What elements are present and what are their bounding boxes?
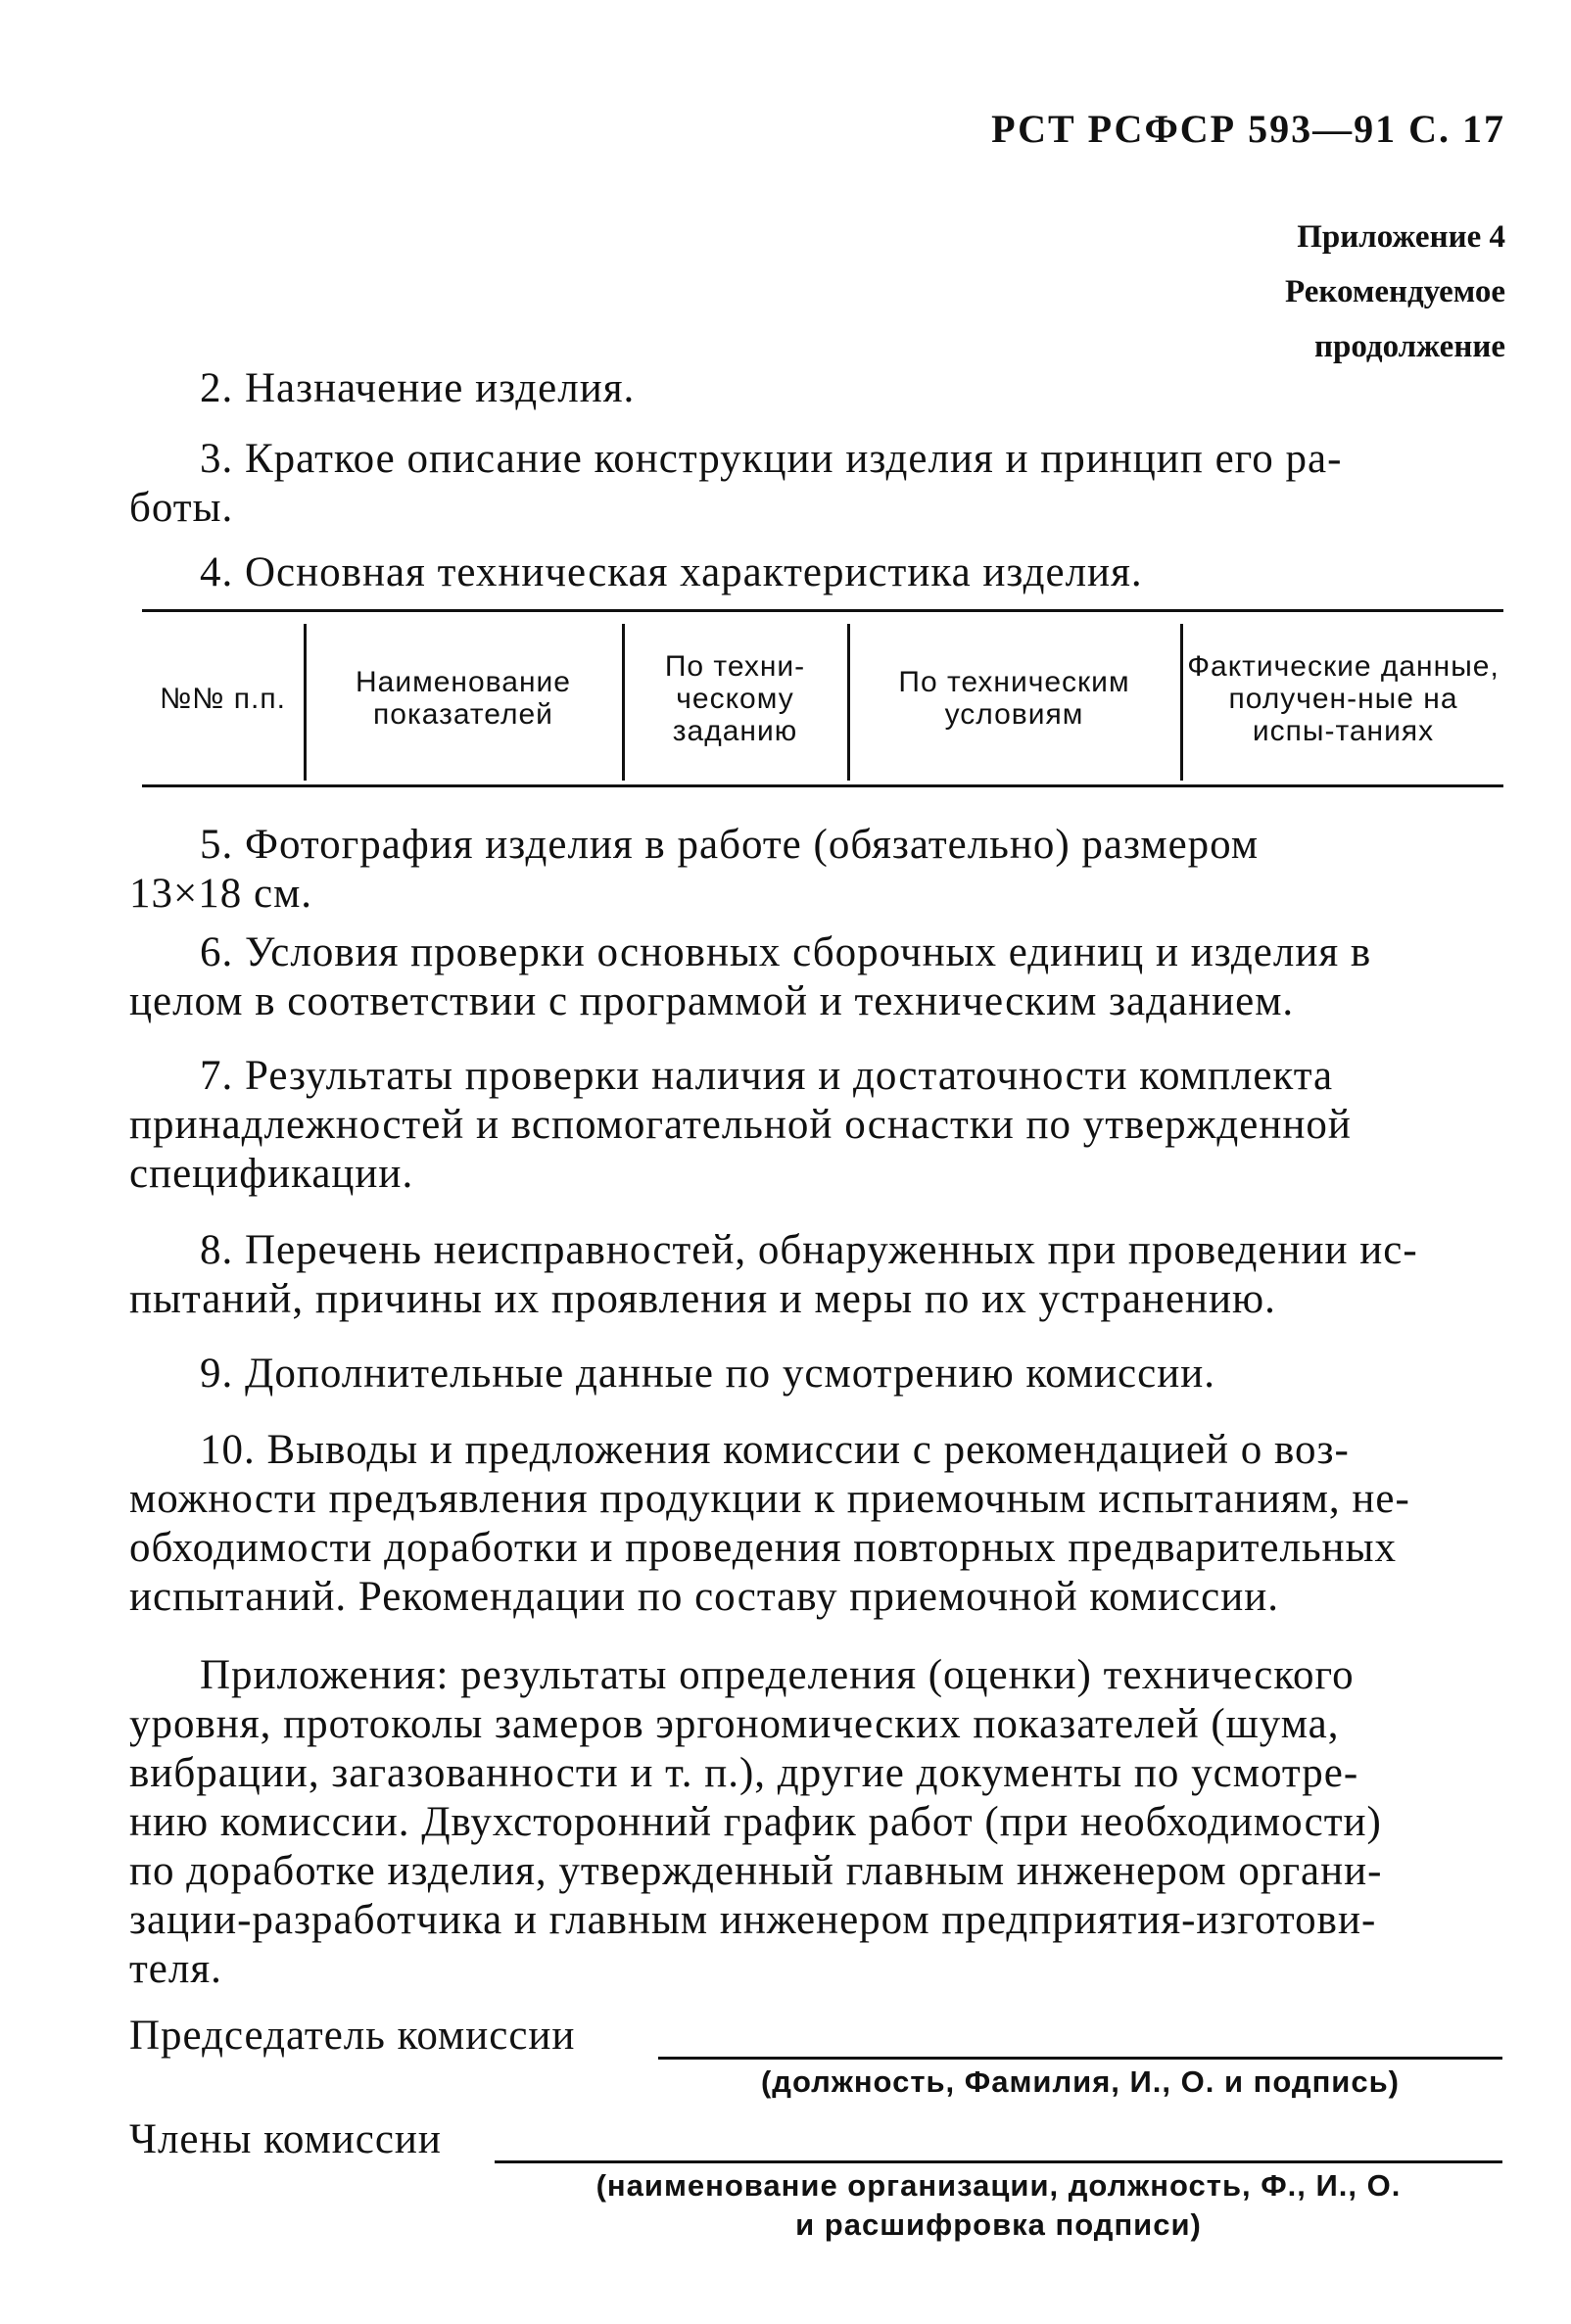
table-header-tech-conditions: По техническим условиям [898,666,1130,731]
table-header-indicator: Наименование показателей [356,666,571,731]
table-header-number: №№ п.п. [160,682,286,715]
chair-label: Председатель комиссии [129,2013,576,2059]
item-8: 8. Перечень неисправностей, обнаруженных при проведении ис- пытаний, причины их проявления и меры по их устранению. [129,1227,1418,1322]
chair-signature-line [658,2057,1502,2060]
members-signature-line [495,2160,1502,2163]
characteristics-table [142,609,1503,787]
appendix-block [1285,210,1505,374]
table-header-tech-task: По техни-ческому заданию [664,649,806,747]
appendix-continuation: продолжение [1313,329,1505,364]
item-4: 4. Основная техническая характеристика изделия. [200,549,1143,595]
page-header-doc-ref: РСТ РСФСР 593—91 С. 17 [991,107,1505,151]
attachments-paragraph: Приложения: результаты определения (оценки) технического уровня, протоколы замеров эргономических показателей (шума, вибрации, загазованности и т. п.), другие документы по усмотре- нию комиссии. Двухсторонний график работ (при необходимости) по доработке изделия, утвержденный главным инженером органи- зации-разработчика и главным инженером предприятия-изготови- теля. [129,1652,1383,1992]
item-9: 9. Дополнительные данные по усмотрению комиссии. [200,1351,1215,1397]
members-note [495,2166,1502,2245]
item-2: 2. Назначение изделия. [200,365,636,411]
item-6: 6. Условия проверки основных сборочных единиц и изделия в целом в соответствии с программой и техническим заданием. [129,929,1372,1024]
table-header-actual-data: Фактические данные, получен-ные на испы-таниях [1187,649,1500,747]
members-note-line-1: (наименование организации, должность, Ф., И., О. [595,2168,1402,2203]
item-10: 10. Выводы и предложения комиссии с рекомендацией о воз- можности предъявления продукции к приемочным испытаниям, не- обходимости доработки и проведения повторных предварительных испытаний. Рекомендации по составу приемочной комиссии. [129,1427,1410,1620]
members-note-line-2: и расшифровка подписи) [795,2207,1202,2242]
appendix-status: Рекомендуемое [1285,274,1505,309]
item-3: 3. Краткое описание конструкции изделия и принцип его ра- боты. [129,436,1343,531]
members-label: Члены комиссии [129,2116,442,2162]
appendix-title: Приложение 4 [1297,219,1505,255]
item-5: 5. Фотография изделия в работе (обязательно) размером 13×18 см. [129,822,1260,917]
chair-note: (должность, Фамилия, И., О. и подпись) [760,2064,1400,2099]
item-7: 7. Результаты проверки наличия и достаточности комплекта принадлежностей и вспомогательной оснастки по утвержденной спецификации. [129,1053,1352,1197]
